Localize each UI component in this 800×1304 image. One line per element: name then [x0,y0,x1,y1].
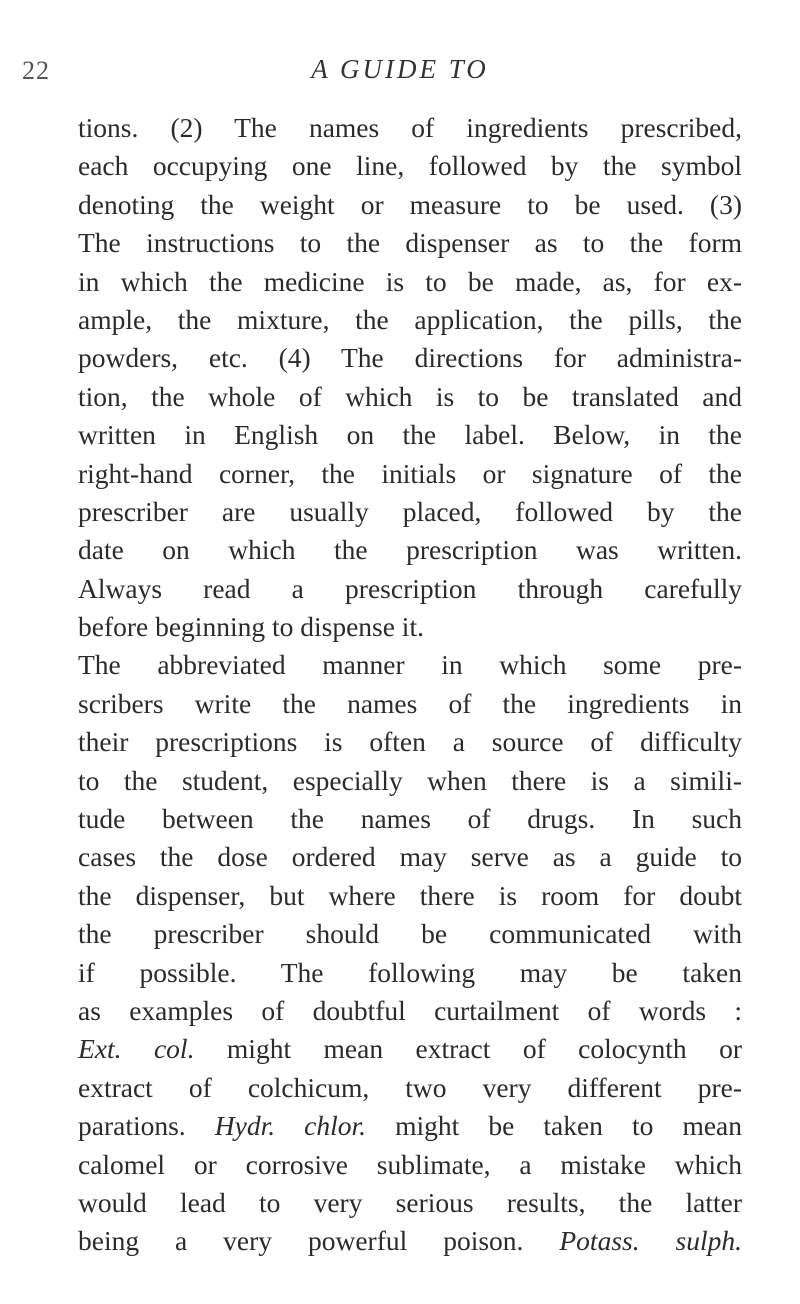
text-line: The instructions to the dispenser as to the form [78,227,742,259]
text-line: calomel or corrosive sublimate, a mistake which [78,1148,742,1180]
text-line: each occupying one line, followed by the symbol [78,150,742,182]
text-line: denoting the weight or measure to be used. (3) [78,188,742,220]
body-text [78,109,742,1261]
text-line [78,1107,742,1145]
text-line: tude between the names of drugs. In such [78,803,742,835]
running-title: A GUIDE TO [311,54,489,84]
text-segment: might be taken to mean [366,1110,742,1142]
text-line: scribers write the names of the ingredients in [78,687,742,719]
text-line: date on which the prescription was written. [78,534,742,566]
text-line: their prescriptions is often a source of difficulty [78,726,742,758]
text-line: Always read a prescription through carefully [78,572,742,604]
text-line: extract of colchicum, two very different pre- [78,1071,742,1103]
text-line: The abbreviated manner in which some pre- [78,649,742,681]
text-line: right-hand corner, the initials or signature of the [78,457,742,489]
text-line: cases the dose ordered may serve as a guide to [78,841,742,873]
text-line: as examples of doubtful curtailment of words : [78,994,742,1026]
text-segment: might mean extract of colocynth or [194,1033,742,1065]
text-line: to the student, especially when there is a simili- [78,764,742,796]
text-line [78,1222,742,1260]
page-number: 22 [22,56,50,85]
italic-abbreviation: Potass. sulph. [559,1225,743,1257]
text-line: tions. (2) The names of ingredients prescribed, [78,112,742,143]
text-line: tion, the whole of which is to be translated and [78,380,742,412]
text-line: in which the medicine is to be made, as, for ex- [78,265,742,297]
text-line: before beginning to dispense it. [78,611,424,643]
text-segment: being a very powerful poison. [78,1225,560,1257]
text-line: written in English on the label. Below, in the [78,419,742,451]
text-line: powders, etc. (4) The directions for administra- [78,342,742,374]
text-line: the prescriber should be communicated with [78,918,742,950]
text-line: would lead to very serious results, the latter [78,1186,742,1218]
italic-abbreviation: Hydr. chlor. [214,1110,367,1142]
text-line: if possible. The following may be taken [78,956,742,988]
text-line: ample, the mixture, the application, the pills, the [78,303,742,335]
text-segment: parations. [78,1110,215,1142]
text-line [78,1030,742,1068]
text-line: the dispenser, but where there is room for doubt [78,879,742,911]
italic-abbreviation: Ext. col. [78,1033,195,1065]
text-line: prescriber are usually placed, followed by the [78,495,742,527]
